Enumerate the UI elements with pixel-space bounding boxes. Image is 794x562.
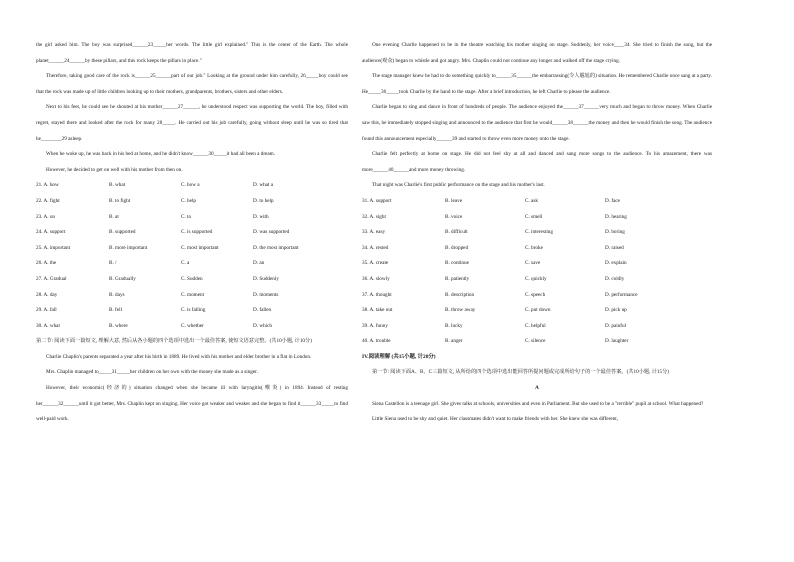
option: D. face [605,197,620,204]
option: C. how a [181,182,200,189]
left-paragraph-5: However, he decided to get on well with his mother from then on. [46,166,183,173]
option-row-31 [362,194,712,210]
option: 27. A. Gradual [36,275,67,282]
left-paragraph-1: the girl asked him. The boy was surprised______23_____her words. The little girl explained." This is the center of the Earth. The whole planet______24______by these pillars, and this rock keeps the pillars in place." [36,42,348,64]
option: B. difficult [445,229,468,236]
option: C. quickly [525,275,547,282]
option: D. to help [253,197,274,204]
passage-a-paragraph-2: Little Siena used to be shy and quiet. Her classmates didn't want to make friends with her. She knew she was different, [372,416,619,423]
left-paragraph-4: When he woke up, he was back in his bed at home, and he didn't know______30_____it had all been a dream. [46,151,275,158]
option: B. fell [109,307,122,314]
option: 26. A. the [36,260,57,267]
option: B. continue [445,260,469,267]
option: D. with [253,213,269,220]
option: B. to fight [109,197,131,204]
option: D. which [253,322,273,329]
option: D. explain [605,260,627,267]
option: C. save [525,260,541,267]
option: 32. A. sight [362,213,386,220]
right-column [362,38,712,428]
passage-a-paragraph-1: Siena Castellon is a teenage girl. She gives talks at schools, universities and even in Parliament. But she used to be a "terrible" pupil at school. What happened? [372,400,704,407]
option-row-28 [36,288,348,304]
option: C. helpful [525,322,546,329]
option: 39. A. funny [362,322,388,329]
option-row-32 [362,210,712,226]
right-paragraph-4: Charlie felt perfectly at home on stage. He did not feel shy at all and danced and sang more songs to the audience. To his amazement, there was more______40______and more money throwing. [362,151,712,173]
option-row-27 [36,272,348,288]
option-row-34 [362,241,712,257]
option: C. silence [525,338,546,345]
option: B. throw away [445,307,476,314]
option: C. whether [181,322,204,329]
option-row-21 [36,178,348,194]
option: C. is supported [181,229,213,236]
option: D. performance [605,291,638,298]
option: B. what [109,182,126,189]
passage2-paragraph-1: Charlie Chaplin's parents separated a year after his birth in 1889. He lived with his mother and elder brother in a flat in London. [46,353,312,360]
option: B. days [109,291,125,298]
option: 30. A. what [36,322,60,329]
option-row-30 [36,319,348,335]
option: D. coldly [605,275,625,282]
option: D. painful [605,322,627,329]
option: B. at [109,213,119,220]
option-row-25 [36,241,348,257]
left-column [36,38,348,428]
option: D. laughter [605,338,629,345]
right-paragraph-5: That night was Charlie's first public performance on the stage and his mother's last. [372,182,545,189]
option: B. supported [109,229,136,236]
option: B. patiently [445,275,470,282]
option: C. help [181,197,196,204]
option: D. hearing [605,213,627,220]
option: 36. A. slowly [362,275,390,282]
option: B. dropped [445,244,469,251]
option: B. leave [445,197,462,204]
section4-subheading: 第一节: 阅读下面A、B、C三篇短文, 从所给的四个选项中选出能回答所提问题或完成所给句子的一个最佳答案。(共10小题, 计15分) [372,369,669,376]
option: 37. A. thought [362,291,392,298]
left-options [36,178,348,334]
left-paragraph-2: Therefore, taking good care of the rock is______25______part of our job." Looking at the ground under him carefully, 26_____boy could see that the rock was made up of little children looking up to their mothers, grandparents, brothers, sisters and other elders. [36,73,348,95]
option: C. Sudden [181,275,203,282]
option: D. moments [253,291,279,298]
option: B. / [109,260,117,267]
option: C. broke [525,244,543,251]
right-paragraph-1: One evening Charlie happened to be in the theatre watching his mother singing on stage. Suddenly, her voice____34. She tried to finish the song, but the audience(观众) began to whistle and got angry. Mrs. Chaplin could not continue any longer and walked off the stage crying. [362,42,712,64]
option: 23. A. on [36,213,56,220]
option: 28. A. day [36,291,58,298]
option-row-24 [36,225,348,241]
option: 29. A. fall [36,307,57,314]
option: 22. A. fight [36,197,60,204]
option: B. anger [445,338,463,345]
right-paragraph-3: Charlie began to sing and dance in front of hundreds of people. The audience enjoyed the______37______very much and began to throw money. When Charlie saw this, he immediately stopped singing and announced to the audience that first he would______38______the money and then he would finish the song. The audience found this announcement especially______39 and started to throw even more money onto the stage. [362,104,712,142]
option: C. put down [525,307,551,314]
option-row-38 [362,303,712,319]
option: C. a [181,260,190,267]
option: 33. A. easy [362,229,386,236]
option: C. to [181,213,192,220]
option: 31. A. support [362,197,392,204]
option: D. the most important [253,244,299,251]
option: C. interesting [525,229,553,236]
option: D. fallen [253,307,272,314]
option: C. ask [525,197,538,204]
option-row-39 [362,319,712,335]
option: B. lucky [445,322,463,329]
option: D. raised [605,244,624,251]
option: 38. A. take out [362,307,393,314]
option-row-37 [362,288,712,304]
option: C. most important [181,244,219,251]
option: B. where [109,322,128,329]
option: 34. A. rested [362,244,389,251]
option: 24. A. support [36,229,66,236]
left-paragraph-3: Next to his feet, he could see he shouted at his mother______27______, he understood respect was supporting the world. The boy, filled with regret, stayed there and looked after the rock for many 28_____. He carried out his job carefully, going without sleep until he was so tired that he________29 asleep. [36,104,348,142]
option-row-22 [36,194,348,210]
option: B. more important [109,244,148,251]
option-row-36 [362,272,712,288]
option: D. pick up [605,307,627,314]
option: B. voice [445,213,463,220]
option: C. moment [181,291,205,298]
right-options [362,194,712,350]
option: D. what a [253,182,274,189]
option: C. is falling [181,307,206,314]
option: B. Gradually [109,275,136,282]
option-row-40 [362,334,712,350]
option: 35. A. create [362,260,389,267]
passage2-paragraph-3: However, their economic(经济的) situation changed when she became ill with laryngitis(喉炎) in 1894. Instead of resting her______32______until it got better, Mrs. Chaplin kept on singing. Her voice got weaker and weaker and she began to find it______33_____to find well-paid work. [36,385,348,423]
passage2-paragraph-2: Mrs. Chaplin managed to_____31_____her children on her own with the money she made as a singer. [46,369,258,376]
option-row-29 [36,303,348,319]
option: 21. A. how [36,182,59,189]
option: D. boring [605,229,625,236]
option-row-23 [36,210,348,226]
option-row-26 [36,256,348,272]
section4-heading: IV.阅读理解 (共15小题, 计20分) [362,353,436,360]
option-row-35 [362,256,712,272]
right-paragraph-2: The stage manager knew he had to do something quickly to______35______the embarrassing(令人尴尬的) situation. He remembered Charlie once sang at a party. He_____36_____took Charlie by the hand to the stage. After a brief introduction, he left Charlie to please the audience. [362,73,712,95]
passage-a-label: A [535,385,539,392]
option: C. smell [525,213,543,220]
option: D. was supported [253,229,290,236]
option: 40. A. trouble [362,338,391,345]
option: D. an [253,260,265,267]
option-row-33 [362,225,712,241]
option: 25. A. important [36,244,71,251]
option: D. Suddenly [253,275,279,282]
section2-heading: 第二节: 阅读下面一篇短文, 理解大意, 然后从各小题的四个选项中选出一个最佳答案, 使短文语意完整。(共10小题, 计10分) [36,338,312,345]
option: C. speech [525,291,546,298]
option: B. description [445,291,475,298]
